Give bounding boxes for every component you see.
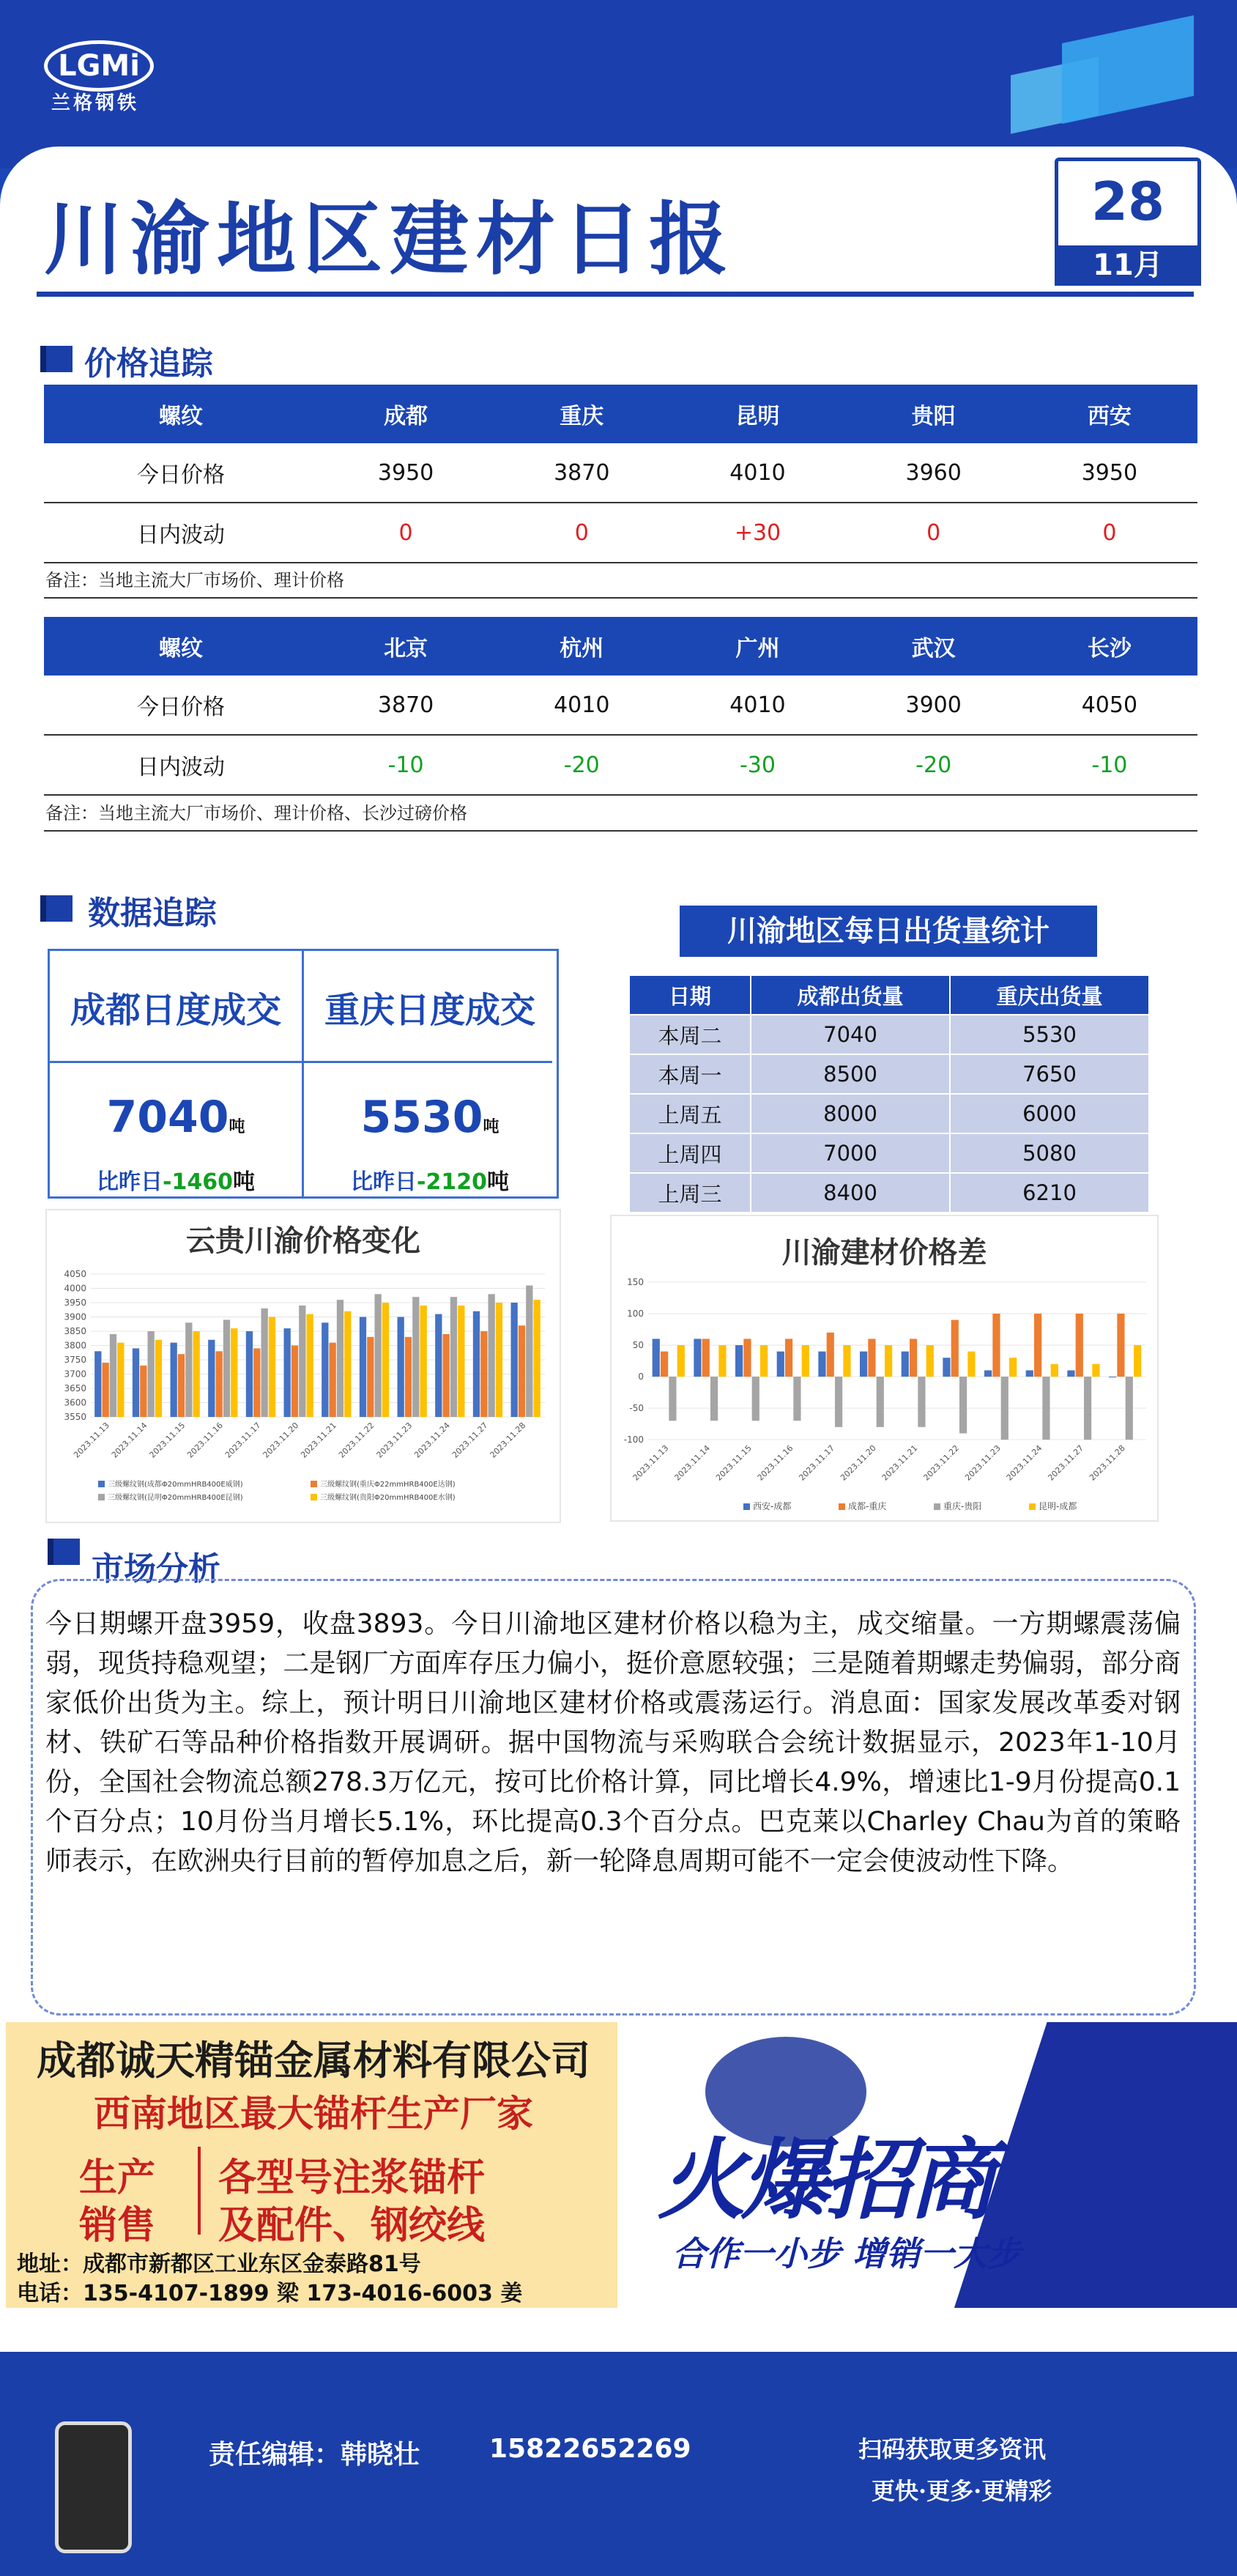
section-icon (48, 1539, 80, 1565)
price-diff-chart (612, 1271, 1157, 1524)
bar (918, 1377, 925, 1427)
change-cell: 0 (846, 503, 1022, 563)
legend-label: 西安-成都 (753, 1501, 792, 1511)
y-tick-label: -100 (623, 1435, 644, 1445)
x-tick-label: 2023.11.24 (412, 1420, 452, 1460)
anchor-company-ad[interactable] (6, 2022, 617, 2308)
bar (785, 1339, 792, 1377)
table-row (44, 443, 1197, 503)
table-row (629, 1173, 1149, 1213)
unit-label: 吨 (483, 1118, 499, 1136)
chart-title: 云贵川渝价格变化 (186, 1224, 420, 1258)
bar (412, 1297, 419, 1417)
table-row (629, 1015, 1149, 1054)
compare-unit: 吨 (486, 1169, 509, 1195)
bar (155, 1340, 162, 1417)
bar (307, 1314, 313, 1417)
ad-phone: 电话：135-4107-1899 梁 173-4016-6003 姜 (17, 2281, 523, 2306)
table-header-row (629, 975, 1149, 1015)
price-change-chart (47, 1259, 560, 1523)
brand-subtitle: 兰格钢铁 (51, 92, 140, 114)
table-cell: 8400 (751, 1173, 950, 1213)
bar (526, 1286, 532, 1417)
bar (777, 1352, 784, 1377)
bar (1067, 1370, 1074, 1377)
table-cell: 上周三 (629, 1173, 751, 1213)
table-header: 杭州 (494, 617, 669, 676)
bar (193, 1331, 200, 1417)
x-tick-label: 2023.11.24 (1004, 1443, 1044, 1483)
x-tick-label: 2023.11.21 (880, 1443, 920, 1483)
bar (793, 1377, 800, 1421)
bar (860, 1352, 867, 1377)
y-tick-label: 3750 (64, 1355, 86, 1365)
ad-right-2: 及配件、钢绞线 (218, 2203, 486, 2248)
bar (117, 1343, 124, 1417)
change-cell: -20 (846, 735, 1022, 795)
chengdu-volume-head: 成都日度成交 (70, 990, 281, 1031)
x-tick-label: 2023.11.16 (185, 1420, 225, 1460)
table-header: 螺纹 (44, 385, 318, 443)
bar (367, 1337, 374, 1417)
row-label: 日内波动 (44, 735, 318, 795)
compare-label: 比昨日 (351, 1169, 417, 1195)
table-header: 长沙 (1022, 617, 1197, 676)
price-cell: 3950 (318, 443, 494, 503)
x-tick-label: 2023.11.21 (299, 1420, 338, 1460)
change-cell: +30 (669, 503, 845, 563)
x-tick-label: 2023.11.23 (374, 1420, 415, 1460)
table-row (44, 676, 1197, 735)
table-row (44, 503, 1197, 563)
bar (1092, 1364, 1099, 1377)
bar (322, 1322, 328, 1417)
y-tick-label: 4000 (64, 1283, 86, 1294)
legend-swatch (311, 1481, 317, 1487)
chart-title: 川渝建材价格差 (781, 1236, 987, 1270)
table-cell: 5530 (950, 1015, 1149, 1054)
bar (185, 1322, 192, 1417)
legend-swatch (839, 1503, 845, 1510)
shipment-stats-table (628, 974, 1150, 1213)
table-header: 重庆出货量 (950, 975, 1149, 1015)
bar (843, 1345, 850, 1377)
legend-swatch (743, 1503, 750, 1510)
x-tick-label: 2023.11.16 (755, 1443, 795, 1483)
bar (967, 1352, 975, 1377)
bar (827, 1333, 834, 1377)
price-cell: 3960 (846, 443, 1022, 503)
bar (1076, 1314, 1083, 1377)
editor-label: 责任编辑：韩晓壮 (209, 2440, 420, 2470)
x-tick-label: 2023.11.28 (488, 1420, 528, 1460)
chongqing-volume-value: 5530 (360, 1092, 483, 1143)
x-tick-label: 2023.11.23 (963, 1443, 1003, 1483)
bar (110, 1334, 116, 1417)
y-tick-label: 50 (632, 1340, 644, 1350)
table-cell: 上周四 (629, 1133, 751, 1173)
bar (450, 1297, 457, 1417)
bar (231, 1328, 237, 1417)
price-cell: 4010 (669, 443, 845, 503)
bar (661, 1352, 668, 1377)
x-tick-label: 2023.11.17 (797, 1443, 837, 1483)
bar (171, 1343, 177, 1417)
bar (1084, 1377, 1091, 1440)
bar (458, 1306, 464, 1417)
legend-label: 三级螺纹钢(贵阳Φ20mmHRB400E水钢) (320, 1494, 456, 1502)
table-header: 贵阳 (846, 385, 1022, 443)
bar (103, 1363, 109, 1417)
x-tick-label: 2023.11.22 (336, 1420, 376, 1460)
y-tick-label: 0 (638, 1372, 644, 1382)
change-cell: 0 (1022, 503, 1197, 563)
bar (943, 1358, 950, 1377)
price-section-title: 价格追踪 (84, 345, 213, 382)
bar (694, 1339, 701, 1377)
x-tick-label: 2023.11.15 (714, 1443, 754, 1483)
table-note: 备注：当地主流大厂市场价、理计价格、长沙过磅价格 (45, 803, 467, 823)
bar (382, 1303, 389, 1417)
bar (802, 1345, 809, 1377)
bar (140, 1366, 146, 1417)
legend-label: 三级螺纹钢(昆明Φ20mmHRB400E昆钢) (108, 1494, 243, 1502)
bar (760, 1345, 768, 1377)
table-cell: 8500 (751, 1054, 950, 1094)
y-tick-label: -50 (629, 1403, 644, 1413)
table-header: 广州 (669, 617, 845, 676)
motto-text: 更快·更多·更精彩 (872, 2477, 1052, 2505)
divider (44, 830, 1197, 832)
bar (910, 1339, 917, 1377)
price-cell: 3870 (494, 443, 669, 503)
chongqing-volume-head: 重庆日度成交 (324, 990, 535, 1031)
legend-label: 重庆-贵阳 (943, 1501, 982, 1511)
y-tick-label: 3550 (64, 1412, 86, 1422)
bar (1034, 1314, 1041, 1377)
bar (284, 1328, 291, 1417)
recruit-ad[interactable] (617, 2022, 1237, 2308)
bar (223, 1320, 230, 1417)
date-day: 28 (1091, 171, 1165, 232)
bar (677, 1345, 685, 1377)
bar (291, 1346, 298, 1418)
bar (835, 1377, 842, 1427)
table-row (629, 1094, 1149, 1133)
table-header: 北京 (318, 617, 494, 676)
table-header: 成都出货量 (751, 975, 950, 1015)
scan-text: 扫码获取更多资讯 (858, 2435, 1047, 2463)
x-tick-label: 2023.11.17 (223, 1420, 263, 1460)
bar (1117, 1314, 1124, 1377)
table-row (629, 1054, 1149, 1094)
bar (868, 1339, 875, 1377)
bar (420, 1306, 427, 1417)
table-header: 重庆 (494, 385, 669, 443)
bar (330, 1343, 336, 1417)
bar (405, 1337, 412, 1417)
table-cell: 6000 (950, 1094, 1149, 1133)
bar (959, 1377, 967, 1433)
price-table-2 (44, 617, 1197, 796)
table-header: 昆明 (669, 385, 845, 443)
table-cell: 7650 (950, 1054, 1149, 1094)
bar (133, 1348, 139, 1417)
ad-tagline: 合作一小步 增销一大步 (672, 2234, 1022, 2273)
data-section-title: 数据追踪 (88, 895, 217, 932)
title-underline (37, 292, 1194, 297)
price-cell: 4010 (669, 676, 845, 735)
table-header: 螺纹 (44, 617, 318, 676)
bar (951, 1320, 959, 1377)
ad-left-1: 生产 (79, 2155, 156, 2200)
table-header: 武汉 (846, 617, 1022, 676)
change-cell: -10 (1022, 735, 1197, 795)
price-change-chart-panel (45, 1209, 561, 1523)
ad-company-name: 成都诚天精锚金属材料有限公司 (37, 2037, 590, 2084)
row-label: 今日价格 (44, 676, 318, 735)
legend-label: 三级螺纹钢(重庆Φ22mmHRB400E达钢) (320, 1481, 456, 1489)
bar (360, 1317, 366, 1418)
y-tick-label: 4050 (64, 1269, 86, 1279)
date-month: 11月 (1055, 245, 1201, 286)
bar (496, 1303, 502, 1417)
table-cell: 本周一 (629, 1054, 751, 1094)
bar (398, 1317, 404, 1418)
change-cell: 0 (494, 503, 669, 563)
legend-swatch (98, 1494, 105, 1500)
y-tick-label: 150 (627, 1277, 644, 1287)
bar (269, 1317, 275, 1418)
bar (534, 1300, 541, 1417)
unit-label: 吨 (229, 1118, 245, 1136)
legend-label: 三级螺纹钢(成都Φ20mmHRB400E威钢) (108, 1481, 243, 1489)
market-analysis-text: 今日期螺开盘3959，收盘3893。今日川渝地区建材价格以稳为主，成交缩量。一方期螺震荡偏弱，现货持稳观望；二是钢厂方面库存压力偏小，挺价意愿较强；三是随着期螺走势偏弱，部分商家低价出货为主。综上，预计明日川渝地区建材价格或震荡运行。消息面：国家发展改革委对钢材、铁矿石等品种价格指数开展调研。据中国物流与采购联合会统计数据显示，2023年1-10月份，全国社会物流总额278.3万亿元，按可比价格计算，同比增长4.9%，增速比1-9月份提高0.1个百分点；10月份当月增长5.1%，环比提高0.3个百分点。巴克莱以Charley Chau为首的策略师表示，在欧洲央行目前的暂停加息之后，新一轮降息周期可能不一定会使波动性下降。 (45, 1609, 1181, 1876)
bar (94, 1351, 101, 1417)
bar (216, 1351, 223, 1417)
y-tick-label: 100 (627, 1309, 644, 1319)
bar (885, 1345, 892, 1377)
y-tick-label: 3850 (64, 1326, 86, 1336)
chengdu-volume-value: 7040 (106, 1092, 229, 1143)
y-tick-label: 3700 (64, 1369, 86, 1380)
bar (246, 1331, 253, 1417)
bar (148, 1331, 155, 1417)
bar (752, 1377, 759, 1421)
bar (480, 1331, 487, 1417)
y-tick-label: 3900 (64, 1311, 86, 1322)
table-note: 备注：当地主流大厂市场价、理计价格 (45, 570, 344, 591)
footer (0, 2352, 1237, 2576)
price-cell: 3870 (318, 676, 494, 735)
change-cell: -10 (318, 735, 494, 795)
bar (489, 1294, 495, 1417)
bar (375, 1294, 382, 1417)
compare-unit: 吨 (232, 1169, 255, 1195)
legend-swatch (1029, 1503, 1036, 1510)
ad-headline: 火爆招商 (658, 2130, 992, 2232)
bar (984, 1370, 992, 1377)
x-tick-label: 2023.11.20 (839, 1443, 878, 1483)
table-cell: 7000 (751, 1133, 950, 1173)
bar (337, 1300, 343, 1417)
price-cell: 3900 (846, 676, 1022, 735)
legend-swatch (934, 1503, 940, 1510)
x-tick-label: 2023.11.14 (109, 1420, 149, 1460)
table-cell: 5080 (950, 1133, 1149, 1173)
y-tick-label: 3650 (64, 1383, 86, 1394)
bar (473, 1311, 480, 1417)
table-cell: 7040 (751, 1015, 950, 1054)
x-tick-label: 2023.11.14 (672, 1443, 713, 1483)
page-title: 川渝地区建材日报 (44, 193, 736, 286)
ad-divider (198, 2147, 201, 2235)
table-header-row (44, 385, 1197, 443)
x-tick-label: 2023.11.27 (450, 1420, 490, 1460)
legend-swatch (98, 1481, 105, 1487)
table-row (44, 735, 1197, 795)
bar (1126, 1377, 1133, 1440)
y-tick-label: 3800 (64, 1340, 86, 1351)
compare-label: 比昨日 (97, 1169, 163, 1195)
x-tick-label: 2023.11.15 (147, 1420, 187, 1460)
price-table-1 (44, 385, 1197, 563)
bar (511, 1303, 518, 1417)
table-header: 成都 (318, 385, 494, 443)
row-label: 今日价格 (44, 443, 318, 503)
bar (1001, 1377, 1008, 1440)
change-cell: 0 (318, 503, 494, 563)
bar (1026, 1370, 1033, 1377)
x-tick-label: 2023.11.27 (1046, 1443, 1086, 1483)
price-cell: 3950 (1022, 443, 1197, 503)
legend-label: 昆明-成都 (1039, 1501, 1077, 1511)
section-icon (40, 346, 73, 372)
ad-right-1: 各型号注浆锚杆 (218, 2155, 486, 2200)
table-header: 西安 (1022, 385, 1197, 443)
bar (208, 1340, 215, 1417)
bar (902, 1352, 909, 1377)
table-row (629, 1133, 1149, 1173)
market-section-title: 市场分析 (92, 1550, 220, 1588)
editor-phone: 15822652269 (489, 2434, 691, 2464)
legend-swatch (311, 1494, 317, 1500)
x-tick-label: 2023.11.28 (1088, 1443, 1127, 1483)
bar (669, 1377, 676, 1421)
bar (743, 1339, 751, 1377)
bar (1134, 1345, 1141, 1377)
bar (435, 1314, 442, 1417)
bar (344, 1311, 351, 1417)
chongqing-compare (302, 1163, 558, 1196)
bar (299, 1306, 305, 1417)
legend-label: 成都-重庆 (848, 1501, 887, 1511)
bar (253, 1348, 260, 1417)
divider (50, 1061, 552, 1063)
chengdu-compare (48, 1163, 304, 1196)
x-tick-label: 2023.11.13 (72, 1420, 111, 1460)
x-tick-label: 2023.11.20 (261, 1420, 301, 1460)
price-cell: 4010 (494, 676, 669, 735)
chengdu-volume (48, 1092, 304, 1143)
bar (877, 1377, 884, 1427)
bar (443, 1334, 450, 1417)
ad-address: 地址：成都市新都区工业东区金泰路81号 (17, 2251, 421, 2277)
bar (718, 1345, 726, 1377)
bar (1009, 1358, 1017, 1377)
x-tick-label: 2023.11.13 (631, 1443, 671, 1483)
table-header: 日期 (629, 975, 751, 1015)
ad-left-2: 销售 (79, 2203, 156, 2248)
price-cell: 4050 (1022, 676, 1197, 735)
table-cell: 6210 (950, 1173, 1149, 1213)
table-header-row (44, 617, 1197, 676)
y-tick-label: 3950 (64, 1298, 86, 1308)
bar (519, 1325, 525, 1417)
ad-slogan: 西南地区最大锚杆生产厂家 (94, 2092, 533, 2135)
bar (653, 1339, 660, 1377)
bar (1051, 1364, 1058, 1377)
table-cell: 上周五 (629, 1094, 751, 1133)
bar (992, 1314, 1000, 1377)
table-cell: 本周二 (629, 1015, 751, 1054)
phone-hand-icon (55, 2421, 132, 2553)
stats-title: 川渝地区每日出货量统计 (680, 906, 1097, 957)
table-cell: 8000 (751, 1094, 950, 1133)
bar (1042, 1377, 1050, 1440)
bar (735, 1345, 743, 1377)
divider (44, 597, 1197, 599)
bar (926, 1345, 934, 1377)
compare-value: -1460 (163, 1169, 233, 1195)
x-tick-label: 2023.11.22 (921, 1443, 962, 1483)
bar (178, 1354, 185, 1417)
bar (818, 1352, 825, 1377)
bar (710, 1377, 718, 1421)
section-icon (40, 895, 73, 922)
bar (702, 1339, 710, 1377)
row-label: 日内波动 (44, 503, 318, 563)
chongqing-volume (302, 1092, 558, 1143)
change-cell: -30 (669, 735, 845, 795)
change-cell: -20 (494, 735, 669, 795)
brand-logo: LGMi (44, 40, 154, 92)
y-tick-label: 3600 (64, 1397, 86, 1408)
compare-value: -2120 (417, 1169, 487, 1195)
bar (261, 1309, 268, 1417)
price-diff-chart-panel (610, 1215, 1159, 1522)
